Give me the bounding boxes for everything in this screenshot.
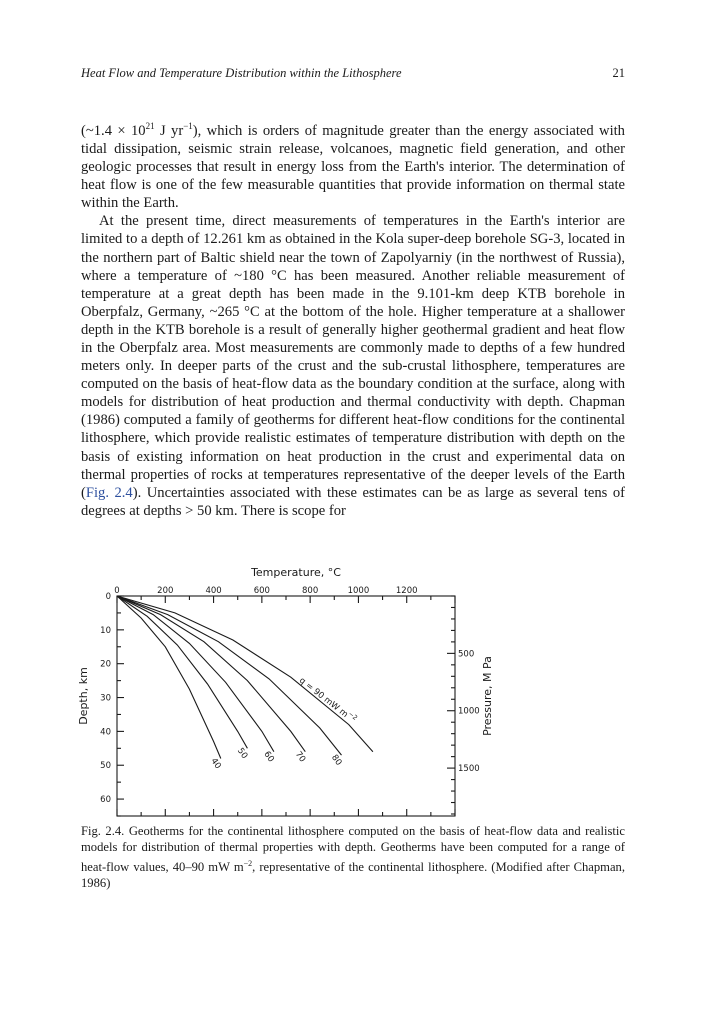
curve-label: 80 <box>329 753 344 768</box>
geotherm-chart <box>75 560 515 822</box>
y-axis-title: Depth, km <box>77 667 90 725</box>
x-tick-label: 400 <box>205 586 222 596</box>
x-axis-title: Temperature, °C <box>251 566 341 579</box>
p1-rest: ), which is orders of magnitude greater than the energy associated with tidal dissipation, seismic strain release, volcanoes, magnetic field generation, and other geologic processes that result in energy loss from the Earth's interior. The determination of heat flow is one of the few measurable quantities that provide information on thermal state within the Earth. <box>81 122 625 212</box>
p1-prefix: (~1.4 × 10 <box>81 122 146 139</box>
x-tick-label: 1200 <box>395 586 418 596</box>
geotherm-line-70 <box>117 596 305 752</box>
p2-text: At the present time, direct measurements of temperatures in the Earth's interior are limited to a depth of 12.261 km as obtained in the Kola super-deep borehole SG-3, located in the northern part of Baltic shield near the town of Zapolyarniy (in the northwest of Russia), where a temperature of ~180 °C has been measured. Another reliable measurement of temperature at a great depth has been made in the 9.101-km deep KTB borehole in Oberpfalz, Germany, ~265 °C at the bottom of the hole. Higher temperature at a shallower depth in the KTB borehole is a result of generally higher geothermal gradient and heat flow in the Oberpfalz area. Most measurements are commonly made to depths of a few hundred meters only. In deeper parts of the crust and the sub-crustal lithosphere, temperatures are computed on the basis of heat-flow data as the boundary condition at the surface, along with models for distribution of heat production and thermal conductivity with depth. Chapman (1986) computed a family of geotherms for different heat-flow conditions for the continental lithosphere, which provide realistic estimates of temperature distribution with depth on the basis of existing information on heat production in the crust and experimental data on thermal properties of rocks at temperatures representative of the deeper levels of the Earth ( <box>81 213 625 501</box>
y2-axis-title: Pressure, M Pa <box>481 656 494 736</box>
caption-text-end: , representative of the continental lithosphere. (Modified after Chapman, 1986) <box>81 860 625 891</box>
x-tick-label: 0 <box>114 586 120 596</box>
curve-label: 70 <box>292 749 308 765</box>
y-tick-label: 0 <box>105 592 111 602</box>
y-tick-label: 50 <box>100 761 111 772</box>
paragraph-2 <box>81 212 625 520</box>
running-title: Heat Flow and Temperature Distribution within the Lithosphere <box>81 66 402 80</box>
y2-tick-label: 500 <box>458 649 475 660</box>
x-tick-label: 600 <box>253 586 270 596</box>
heat-flow-label-exponent: −2 <box>346 709 360 722</box>
y2-tick-label: 1500 <box>458 764 480 775</box>
plot-frame <box>117 596 455 816</box>
page-number: 21 <box>612 66 625 80</box>
p1-unit: J yr <box>154 122 184 139</box>
paragraph-1 <box>81 117 625 212</box>
x-tick-label: 200 <box>157 586 174 596</box>
curve-label: 60 <box>261 749 276 765</box>
heat-flow-label: q = 90 mW $m^{-2}$ <box>296 675 360 722</box>
y2-tick-label: 1000 <box>458 706 480 717</box>
p2-text-end: ). Uncertainties associated with these estimates can be as large as several tens of degrees at depths > 50 km. There is scope for <box>81 484 625 519</box>
y-tick-label: 10 <box>100 625 111 636</box>
y-tick-label: 60 <box>100 795 111 806</box>
curve-label: 40 <box>208 756 223 772</box>
curve-label: 50 <box>234 746 250 761</box>
y-tick-label: 20 <box>100 659 111 670</box>
geotherm-line-90 <box>117 596 373 752</box>
x-tick-label: 1000 <box>347 586 370 596</box>
geotherm-line-50 <box>117 596 247 748</box>
caption-text: Fig. 2.4. Geotherms for the continental lithosphere computed on the basis of heat-flow data and realistic models for distribution of thermal properties with depth. Geotherms have been computed for a range of heat-flow values, 40–90 mW m <box>81 824 625 874</box>
y-tick-label: 30 <box>100 693 111 704</box>
y-tick-label: 40 <box>100 727 111 738</box>
figure-caption <box>81 823 625 892</box>
p1-unit-exponent: −1 <box>183 121 193 131</box>
geotherm-figure <box>75 560 515 822</box>
caption-exponent: −2 <box>243 858 253 868</box>
figure-reference-link[interactable]: Fig. 2.4 <box>85 484 133 501</box>
running-head <box>81 66 625 84</box>
geotherm-line-60 <box>117 596 274 752</box>
p1-exponent: 21 <box>145 121 155 131</box>
x-tick-label: 800 <box>302 586 319 596</box>
body-text <box>81 117 625 520</box>
